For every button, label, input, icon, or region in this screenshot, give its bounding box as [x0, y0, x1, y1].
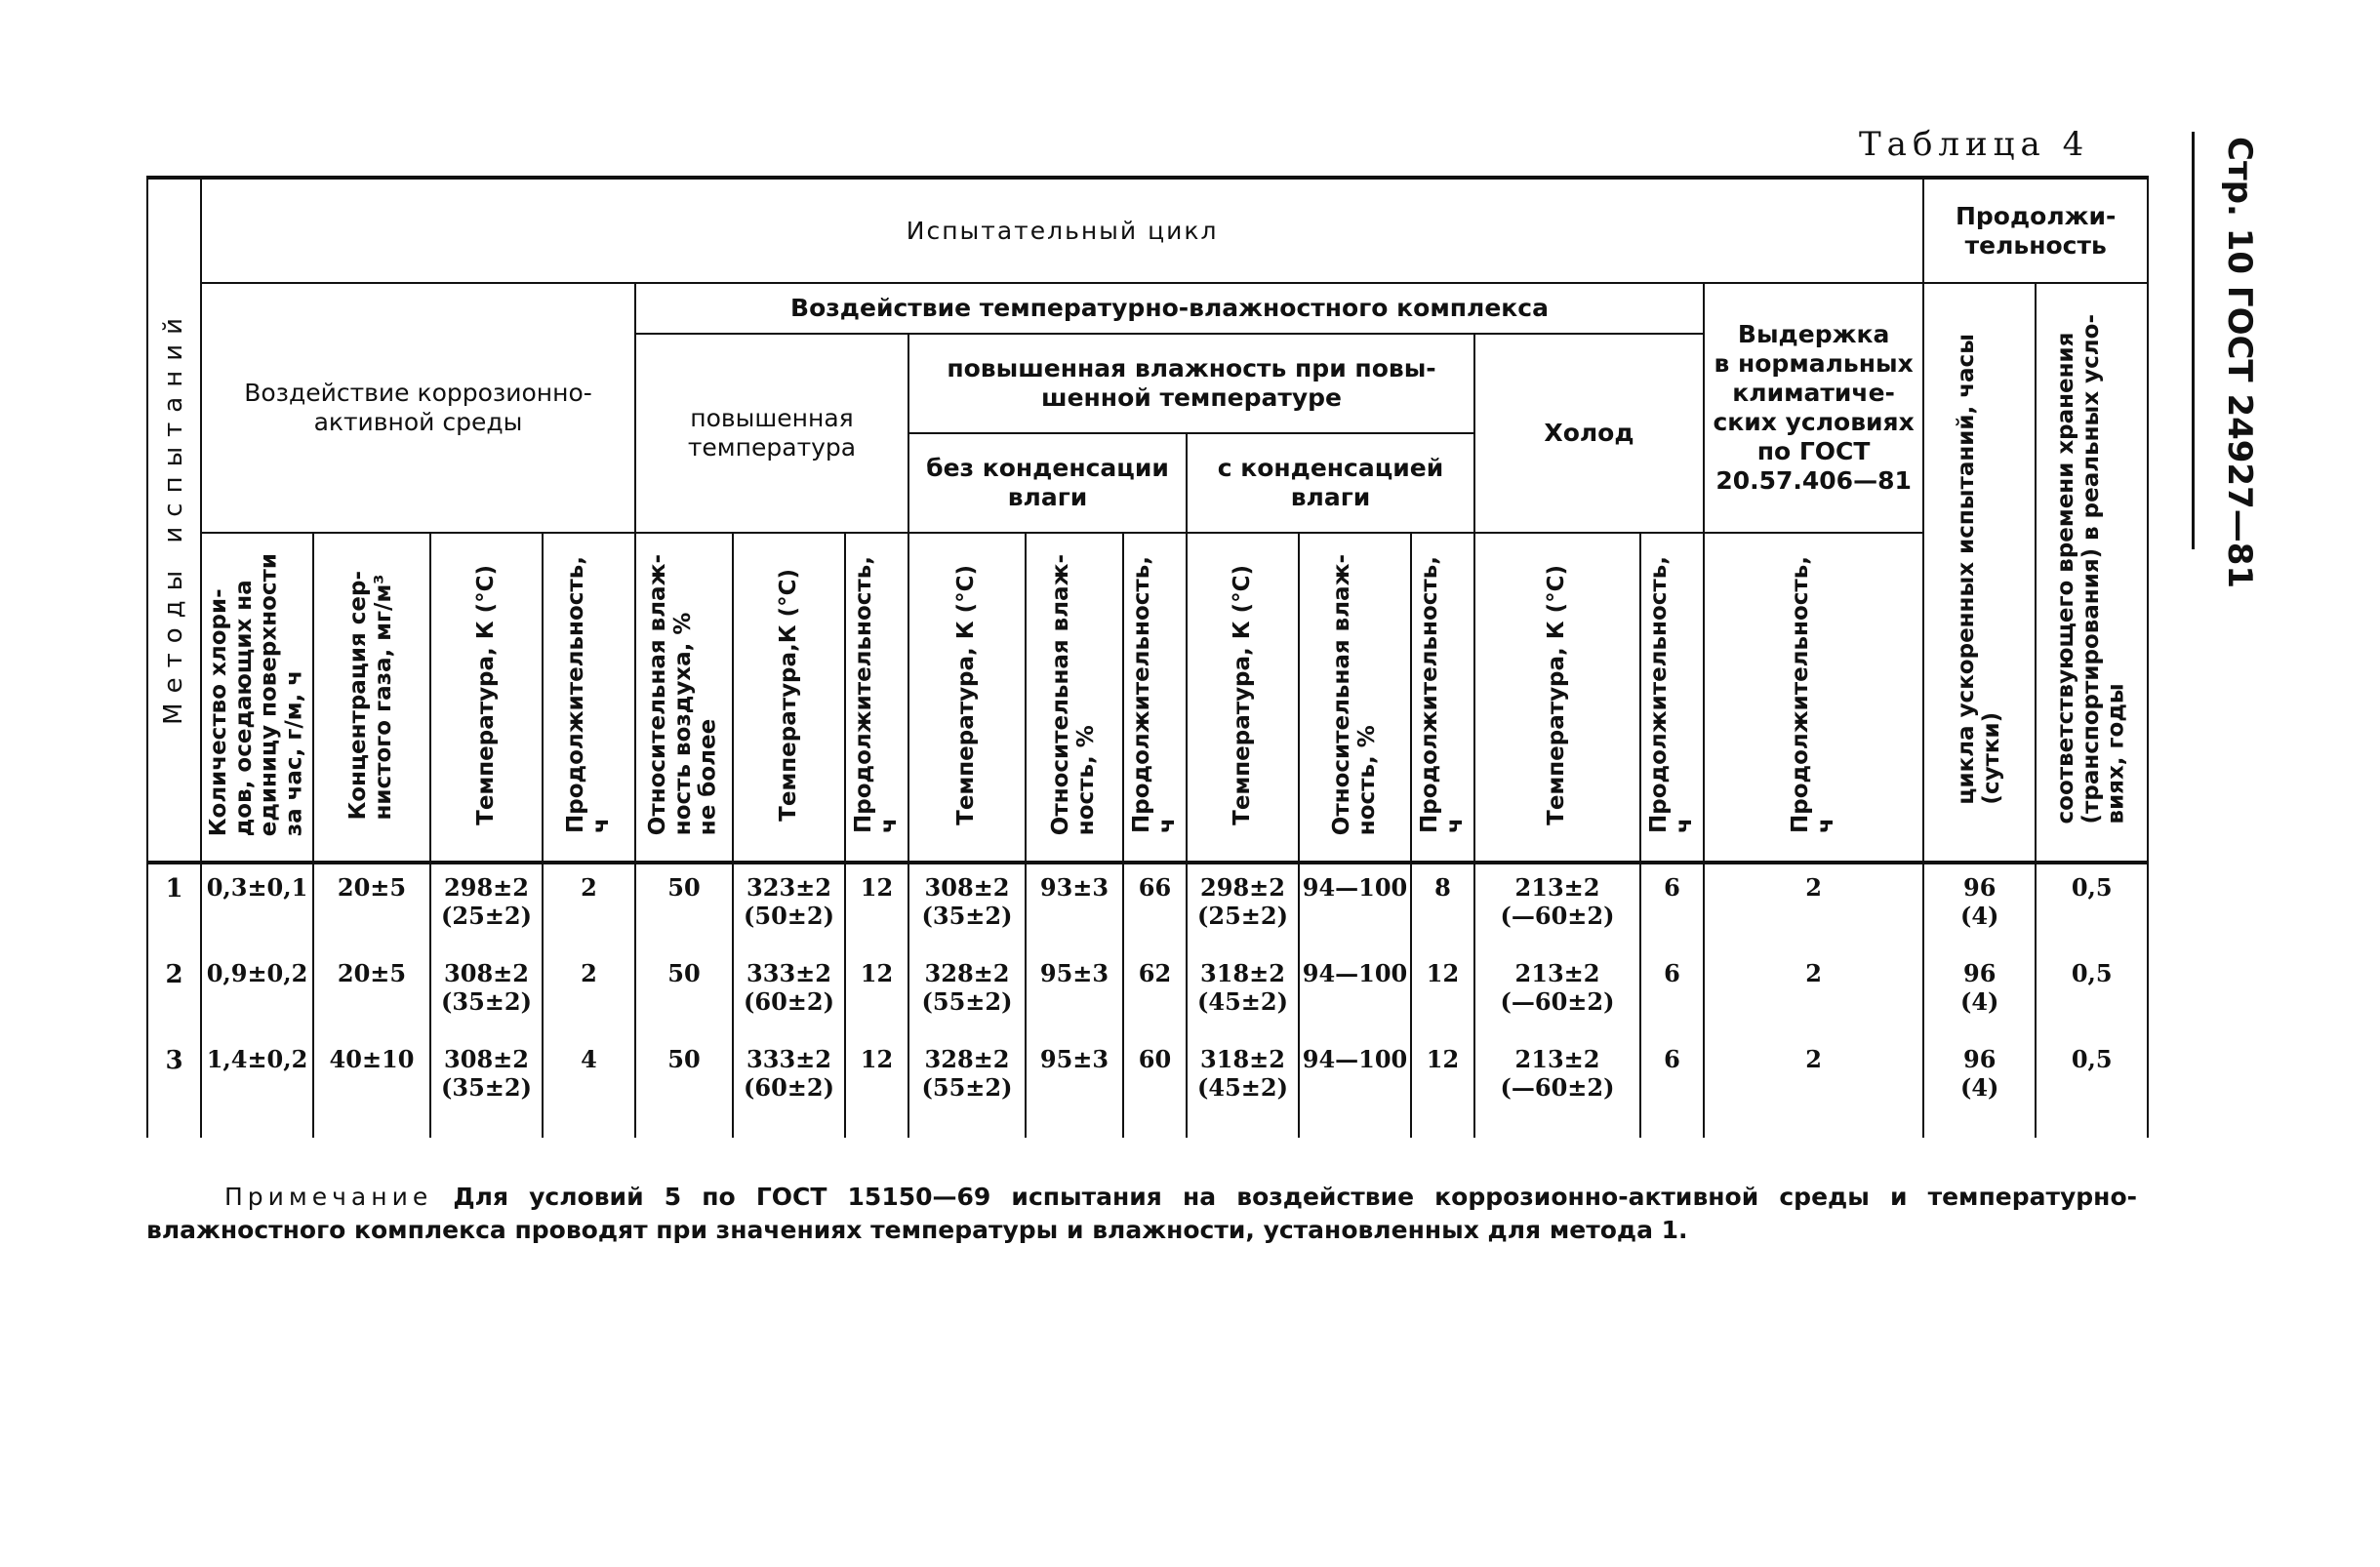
cell: 60: [1123, 1038, 1187, 1138]
cell: 62: [1123, 952, 1187, 1038]
col-corrosion-temp: Температура, К (°С): [430, 533, 543, 863]
cell: 6: [1640, 1038, 1704, 1138]
cell: 20±5: [313, 863, 430, 952]
cell: 0,5: [2036, 952, 2148, 1038]
cell: 6: [1640, 952, 1704, 1038]
cell: 328±2 (55±2): [908, 952, 1026, 1038]
cell: 50: [635, 952, 733, 1038]
cell: 66: [1123, 863, 1187, 952]
test-cycle-header: Испытательный цикл: [201, 178, 1923, 283]
cell: 94—100: [1299, 1038, 1411, 1138]
cell: 95±3: [1026, 1038, 1123, 1138]
cell: 50: [635, 863, 733, 952]
col-cycle-hours: цикла ускоренных испытаний, часы (сутки): [1923, 283, 2036, 863]
cell: 298±2 (25±2): [430, 863, 543, 952]
cell: 12: [845, 863, 908, 952]
cell: 308±2 (35±2): [430, 952, 543, 1038]
cell: 0,9±0,2: [201, 952, 313, 1038]
cell: 213±2 (—60±2): [1474, 863, 1640, 952]
cell: 328±2 (55±2): [908, 1038, 1026, 1138]
cell: 2: [543, 952, 635, 1038]
cell: 12: [845, 952, 908, 1038]
duration-group-header: Продолжи- тельность: [1923, 178, 2148, 283]
cell: 4: [543, 1038, 635, 1138]
cell: 95±3: [1026, 952, 1123, 1038]
high-temp-header: повышенная температура: [635, 334, 908, 533]
cell: 298±2 (25±2): [1187, 863, 1299, 952]
cell: 93±3: [1026, 863, 1123, 952]
cell: 318±2 (45±2): [1187, 1038, 1299, 1138]
col-nocond-duration: Продолжительность, ч: [1123, 533, 1187, 863]
cell: 40±10: [313, 1038, 430, 1138]
cell: 8: [1411, 863, 1474, 952]
cell: 2: [1704, 863, 1923, 952]
cell: 213±2 (—60±2): [1474, 1038, 1640, 1138]
cell: 20±5: [313, 952, 430, 1038]
cell: 96 (4): [1923, 863, 2036, 952]
col-rel-humidity: Относительная влаж- ность воздуха, % не более: [635, 533, 733, 863]
col-sulfur-gas: Концентрация сер- нистого газа, мг/м³: [313, 533, 430, 863]
cell: 333±2 (60±2): [733, 1038, 845, 1138]
side-rule: [2192, 132, 2195, 549]
temp-humidity-header: Воздействие температурно-влажностного комплекса: [635, 283, 1704, 334]
cold-header: Холод: [1474, 334, 1704, 533]
col-storage-years: соответствующего времени хранения (транспортирования) в реальных усло- виях, годы: [2036, 283, 2148, 863]
cell: 0,5: [2036, 1038, 2148, 1138]
cell: 12: [1411, 952, 1474, 1038]
table-title: Таблица 4: [1859, 125, 2090, 164]
col-exposure-duration: Продолжительность, ч: [1704, 533, 1923, 863]
table-row: [147, 863, 2148, 952]
cell: 94—100: [1299, 863, 1411, 952]
cell-method: 3: [147, 1038, 201, 1138]
cell: 1,4±0,2: [201, 1038, 313, 1138]
note-label: Примечание: [224, 1183, 433, 1211]
cell: 12: [1411, 1038, 1474, 1138]
data-table: [146, 176, 2149, 1138]
cell: 2: [1704, 1038, 1923, 1138]
cell: 96 (4): [1923, 952, 2036, 1038]
cell-method: 1: [147, 863, 201, 952]
cell-method: 2: [147, 952, 201, 1038]
with-condensation-header: с конденсацией влаги: [1187, 433, 1474, 533]
no-condensation-header: без конденсации влаги: [908, 433, 1187, 533]
cell: 94—100: [1299, 952, 1411, 1038]
table-row: [147, 952, 2148, 1038]
note-text: Для условий 5 по ГОСТ 15150—69 испытания на воздействие коррозионно-активной среды и температурно-влажностного комплекса проводят при значениях температуры и влажности, установленных для метода 1.: [146, 1183, 2137, 1244]
col-corrosion-duration: Продолжительность, ч: [543, 533, 635, 863]
methods-header: Методы испытаний: [147, 178, 201, 863]
cell: 96 (4): [1923, 1038, 2036, 1138]
col-cond-temp: Температура, К (°С): [1187, 533, 1299, 863]
cell: 323±2 (50±2): [733, 863, 845, 952]
cell: 318±2 (45±2): [1187, 952, 1299, 1038]
col-cond-humidity: Относительная влаж- ность, %: [1299, 533, 1411, 863]
cell: 308±2 (35±2): [430, 1038, 543, 1138]
col-high-temp-temp: Температура,К (°С): [733, 533, 845, 863]
cell: 0,3±0,1: [201, 863, 313, 952]
cell: 0,5: [2036, 863, 2148, 952]
cell: 2: [543, 863, 635, 952]
cell: 333±2 (60±2): [733, 952, 845, 1038]
page-side-header: Стр. 10 ГОСТ 24927—81: [2220, 137, 2259, 589]
cell: 308±2 (35±2): [908, 863, 1026, 952]
corrosion-header: Воздействие коррозионно- активной среды: [201, 283, 635, 533]
table-note: [146, 1181, 2137, 1247]
cell: 12: [845, 1038, 908, 1138]
col-nocond-temp: Температура, К (°С): [908, 533, 1026, 863]
col-high-temp-duration: Продолжительность, ч: [845, 533, 908, 863]
exposure-header: Выдержка в нормальных климатиче- ских условиях по ГОСТ 20.57.406—81: [1704, 283, 1923, 533]
table-row: [147, 1038, 2148, 1138]
cell: 50: [635, 1038, 733, 1138]
col-cold-temp: Температура, К (°С): [1474, 533, 1640, 863]
col-cold-duration: Продолжительность, ч: [1640, 533, 1704, 863]
high-humidity-header: повышенная влажность при повы- шенной температуре: [908, 334, 1474, 433]
col-chlorides: Количество хлори- дов, оседающих на единицу поверхности за час, г/м, ч: [201, 533, 313, 863]
cell: 2: [1704, 952, 1923, 1038]
cell: 6: [1640, 863, 1704, 952]
col-nocond-humidity: Относительная влаж- ность, %: [1026, 533, 1123, 863]
col-cond-duration: Продолжительность, ч: [1411, 533, 1474, 863]
cell: 213±2 (—60±2): [1474, 952, 1640, 1038]
